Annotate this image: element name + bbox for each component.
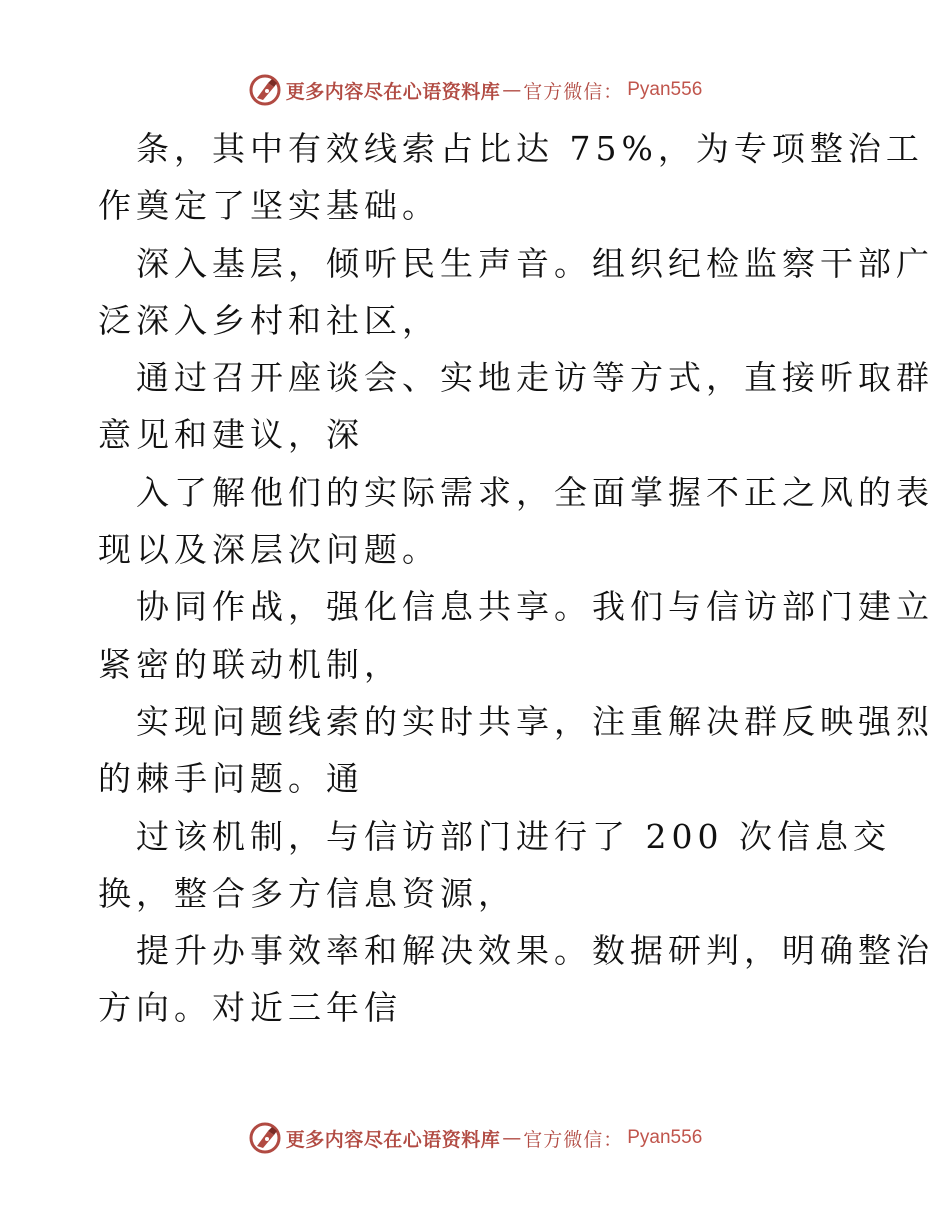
pen-nib-logo-icon bbox=[248, 73, 282, 107]
footer-watermark-banner bbox=[0, 1118, 950, 1158]
text-line: 现以及深层次问题。 bbox=[98, 530, 440, 570]
banner-separator: — bbox=[502, 1127, 522, 1149]
text-line: 紧密的联动机制， bbox=[98, 644, 402, 684]
text-line: 作奠定了坚实基础。 bbox=[98, 186, 440, 226]
pen-nib-logo-icon bbox=[248, 1121, 282, 1155]
banner-wechat-label: 官方微信： bbox=[523, 80, 624, 103]
text-line: 协同作战，强化信息共享。我们与信访部门建立 bbox=[136, 587, 934, 627]
text-line: 通过召开座谈会、实地走访等方式，直接听取群 bbox=[136, 358, 934, 398]
banner-main-text: 更多内容尽在心语资料库 bbox=[285, 80, 501, 103]
document-body bbox=[98, 120, 934, 1037]
banner-wechat-id: Pyan556 bbox=[627, 79, 703, 100]
text-line: 过该机制，与信访部门进行了 200 次信息交 bbox=[136, 816, 891, 856]
text-line: 提升办事效率和解决效果。数据研判，明确整治 bbox=[136, 931, 934, 971]
banner-wechat-id: Pyan556 bbox=[627, 1127, 703, 1148]
banner-main-text: 更多内容尽在心语资料库 bbox=[285, 1128, 501, 1151]
text-line: 泛深入乡村和社区， bbox=[98, 300, 440, 340]
text-line: 换，整合多方信息资源， bbox=[98, 873, 516, 913]
text-line: 方向。对近三年信 bbox=[98, 988, 402, 1028]
header-watermark-banner bbox=[0, 70, 950, 110]
text-line: 入了解他们的实际需求，全面掌握不正之风的表 bbox=[136, 472, 934, 512]
text-line: 的棘手问题。通 bbox=[98, 759, 364, 799]
text-line: 条，其中有效线索占比达 75%，为专项整治工 bbox=[136, 129, 924, 168]
text-line: 意见和建议，深 bbox=[98, 415, 364, 455]
text-line: 实现问题线索的实时共享，注重解决群反映强烈 bbox=[136, 701, 934, 741]
text-line: 深入基层，倾听民生声音。组织纪检监察干部广 bbox=[136, 243, 934, 283]
banner-separator: — bbox=[502, 79, 522, 101]
banner-wechat-label: 官方微信： bbox=[523, 1128, 624, 1151]
